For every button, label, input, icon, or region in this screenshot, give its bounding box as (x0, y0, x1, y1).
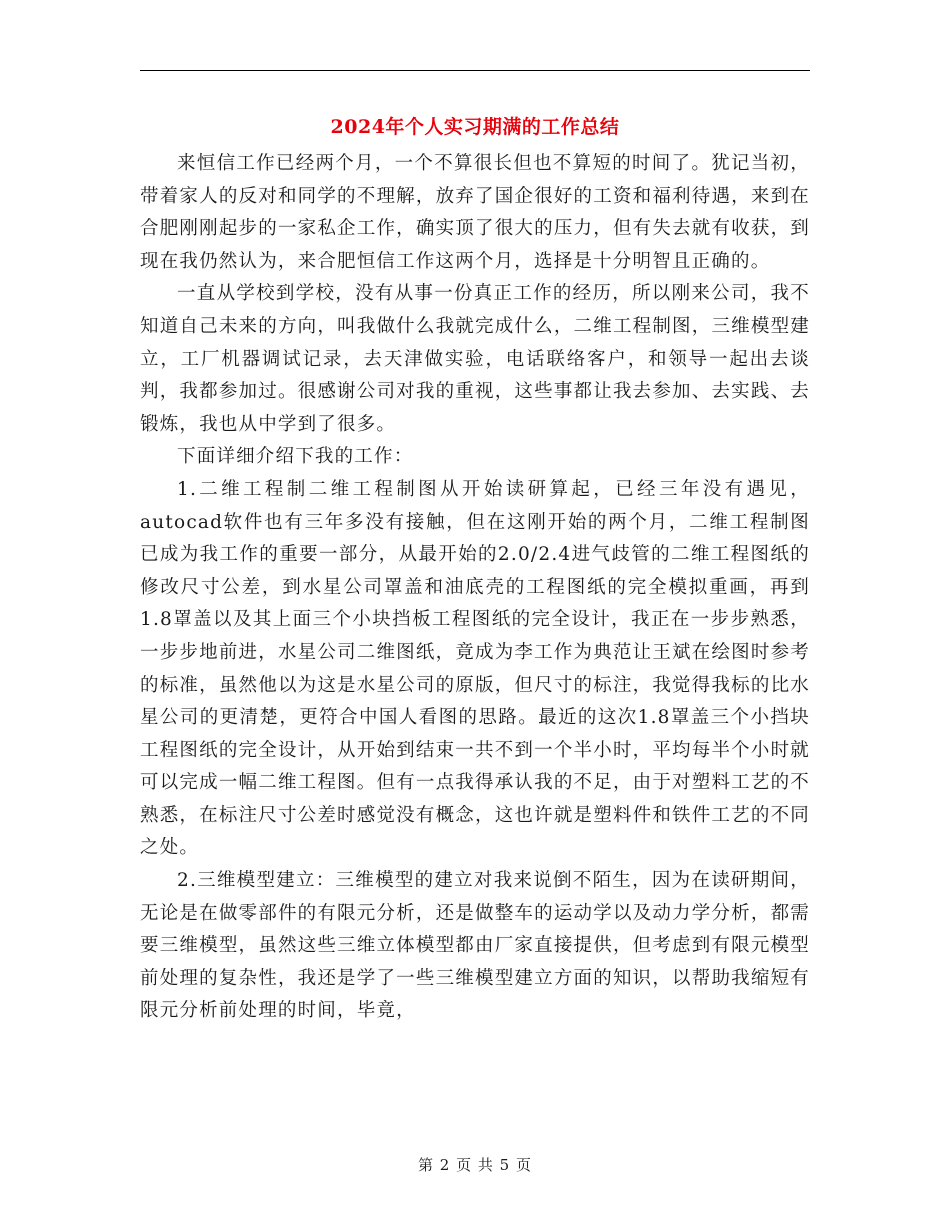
paragraph: 来恒信工作已经两个月，一个不算很长但也不算短的时间了。犹记当初，带着家人的反对和同学的不理解，放弃了国企很好的工资和福利待遇，来到在合肥刚刚起步的一家私企工作，确实顶了很大的压力，但有失去就有收获，到现在我仍然认为，来合肥恒信工作这两个月，选择是十分明智且正确的。 (140, 153, 810, 272)
header-rule (140, 70, 810, 71)
paragraph: 1.二维工程制二维工程制图从开始读研算起，已经三年没有遇见，autocad软件也有三年多没有接触，但在这刚开始的两个月，二维工程制图已成为我工作的重要一部分，从最开始的2.0/2.4进气歧管的二维工程图纸的修改尺寸公差，到水星公司罩盖和油底壳的工程图纸的完全模拟重画，再到1.8罩盖以及其上面三个小块挡板工程图纸的完全设计，我正在一步步熟悉，一步步地前进，水星公司二维图纸，竟成为李工作为典范让王斌在绘图时参考的标准，虽然他以为这是水星公司的原版，但尺寸的标注，我觉得我标的比水星公司的更清楚，更符合中国人看图的思路。最近的这次1.8罩盖三个小挡块工程图纸的完全设计，从开始到结束一共不到一个半小时，平均每半个小时就可以完成一幅二维工程图。但有一点我得承认我的不足，由于对塑料工艺的不熟悉，在标注尺寸公差时感觉没有概念，这也许就是塑料件和铁件工艺的不同之处。 (140, 478, 810, 859)
paragraph: 2.三维模型建立：三维模型的建立对我来说倒不陌生，因为在读研期间，无论是在做零部件的有限元分析，还是做整车的运动学以及动力学分析，都需要三维模型，虽然这些三维立体模型都由厂家直接提供，但考虑到有限元模型前处理的复杂性，我还是学了一些三维模型建立方面的知识，以帮助我缩短有限元分析前处理的时间，毕竟， (140, 870, 810, 1022)
page-number-footer: 第 2 页 共 5 页 (418, 1156, 532, 1174)
document-body (140, 148, 810, 1028)
paragraph: 一直从学校到学校，没有从事一份真正工作的经历，所以刚来公司，我不知道自己未来的方向，叫我做什么我就完成什么，二维工程制图，三维模型建立，工厂机器调试记录，去天津做实验，电话联络客户，和领导一起出去谈判，我都参加过。很感谢公司对我的重视，这些事都让我去参加、去实践、去锻炼，我也从中学到了很多。 (140, 283, 810, 435)
paragraph: 下面详细介绍下我的工作： (177, 446, 414, 468)
document-title: 2024年个人实习期满的工作总结 (330, 116, 620, 138)
